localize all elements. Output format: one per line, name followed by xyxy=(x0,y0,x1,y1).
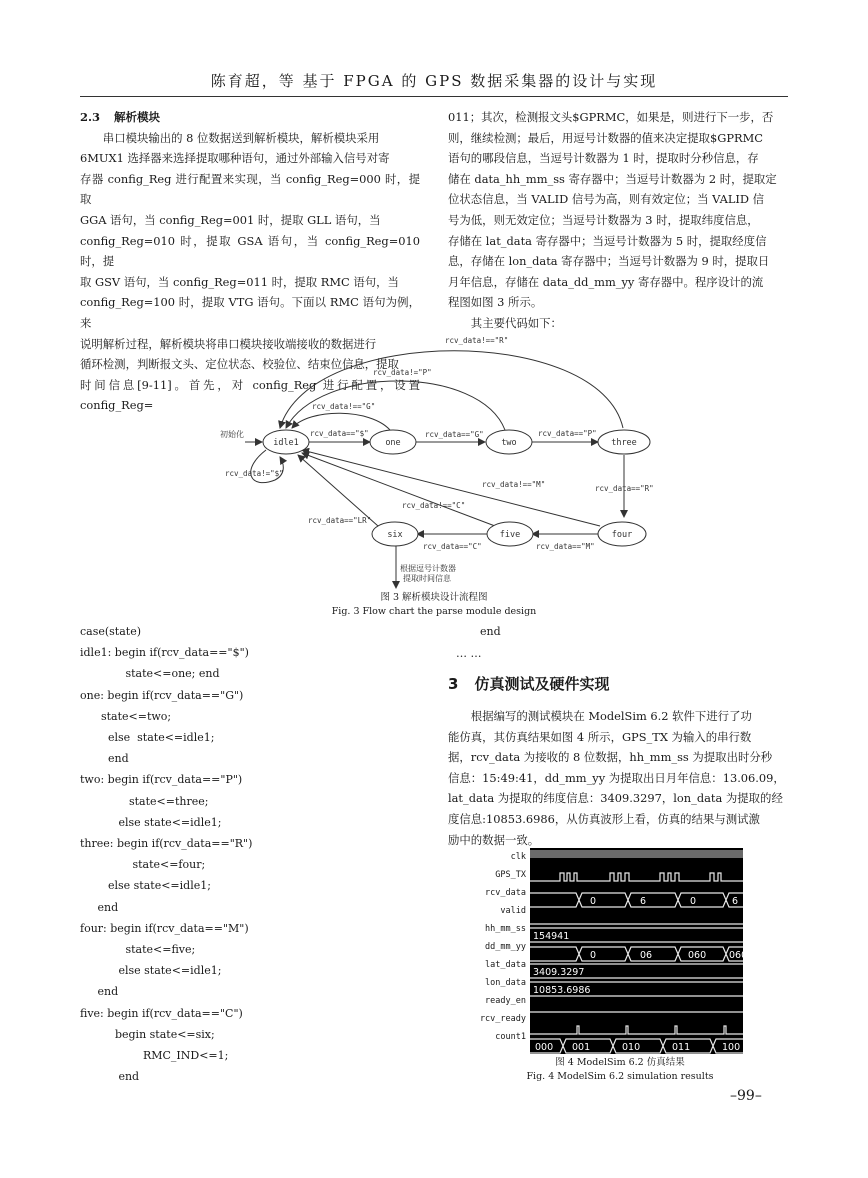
code-line: state<=two; xyxy=(80,709,172,723)
code-line: state<=four; xyxy=(80,858,206,872)
code-line: four: begin if(rcv_data=="M") xyxy=(80,921,249,935)
text-line: 说明解析过程，解析模块将串口模块接收端接收的数据进行 xyxy=(80,336,377,351)
code-line: one: begin if(rcv_data=="G") xyxy=(80,688,244,702)
val-rcv-2: 0 xyxy=(690,896,697,907)
val-rcv-0: 0 xyxy=(590,896,597,907)
val-count-1: 001 xyxy=(572,1042,591,1053)
section3-heading xyxy=(448,673,609,694)
text-line: 存器 config_Reg 进行配置来实现，当 config_Reg=000 时，提取 xyxy=(80,171,420,207)
text-line: 号为低，则无效定位；当逗号计数器为 3 时，提取纬度信息， xyxy=(448,212,759,227)
text-line: config_Reg=010 时，提取 GSA 语句，当 config_Reg=010 时，提 xyxy=(80,233,420,269)
label-three-four: rcv_data=="R" xyxy=(595,484,654,493)
signal-name: count1 xyxy=(495,1032,526,1042)
text-line: 语句的哪段信息，当逗号计数器为 1 时，提取时分秒信息，存 xyxy=(448,151,759,166)
state-two: two xyxy=(501,438,517,448)
text-line: 则，继续检测；最后，用逗号计数器的值来决定提取$GPRMC xyxy=(448,130,763,145)
state-six: six xyxy=(387,530,403,540)
signal-name: hh_mm_ss xyxy=(485,924,526,934)
right-paragraph xyxy=(448,107,788,313)
code-line: end xyxy=(80,900,119,914)
label-five-back: rcv_data!=="C" xyxy=(402,501,466,510)
code-line: case(state) xyxy=(80,625,142,638)
text-line: 息，存储在 lon_data 寄存器中；当逗号计数器为 9 时，提取日 xyxy=(448,254,770,269)
code-line: else state<=idle1; xyxy=(80,815,222,829)
signal-name: rcv_ready xyxy=(479,1014,526,1024)
text-line: 循环检测，判断报文头、定位状态、校验位、结束位信息，提取 xyxy=(80,357,399,372)
signal-name: lat_data xyxy=(485,960,526,970)
code-line: state<=five; xyxy=(80,943,196,957)
text-line: 储在 data_hh_mm_ss 寄存器中；当逗号计数器为 2 时，提取定 xyxy=(448,171,777,186)
section-heading xyxy=(80,107,420,128)
label-four-five: rcv_data=="M" xyxy=(536,542,595,551)
signal-name: lon_data xyxy=(485,978,526,988)
text-line: GGA 语句，当 config_Reg=001 时，提取 GLL 语句，当 xyxy=(80,212,381,227)
fig3-caption-cn: 图 3 解析模块设计流程图 xyxy=(380,592,488,603)
text-line: 存储在 lat_data 寄存器中；当逗号计数器为 5 时，提取经度信 xyxy=(448,233,767,248)
val-hh-mm-ss: 154941 xyxy=(533,931,570,942)
section3-number: 3 xyxy=(448,675,459,693)
val-dd-2: 060 xyxy=(688,950,707,961)
code-line: three: begin if(rcv_data=="R") xyxy=(80,837,253,851)
val-count-3: 011 xyxy=(672,1042,691,1053)
state-three: three xyxy=(611,438,637,448)
text-line: 月年信息，存储在 data_dd_mm_yy 寄存器中。程序设计的流 xyxy=(448,274,764,289)
running-header: 陈育超，等 基于 FPGA 的 GPS 数据采集器的设计与实现 xyxy=(210,72,658,90)
init-label: 初始化 xyxy=(220,430,244,439)
text-line: 6MUX1 选择器来选择提取哪种语句，通过外部输入信号对寄 xyxy=(80,151,390,166)
text-line: 取 GSV 语句，当 config_Reg=011 时，提取 RMC 语句，当 xyxy=(80,274,399,289)
code-end: end xyxy=(480,625,501,638)
section-number: 2.3 xyxy=(80,110,101,124)
text-line: 励中的数据一致。 xyxy=(448,832,540,847)
code-line: else state<=idle1; xyxy=(80,879,211,893)
label-four-back: rcv_data!=="M" xyxy=(482,480,546,489)
val-dd-3: 060 xyxy=(729,950,748,961)
signal-name: GPS_TX xyxy=(495,870,526,880)
arc-one-back xyxy=(292,413,390,430)
code-line: state<=three; xyxy=(80,794,209,808)
val-rcv-1: 6 xyxy=(640,896,647,907)
val-rcv-3: 6 xyxy=(732,896,739,907)
code-line: begin state<=six; xyxy=(80,1027,215,1041)
text-line: 据，rcv_data 为接收的 8 位数据，hh_mm_ss 为提取出时分秒 xyxy=(448,750,773,765)
code-intro: 其主要代码如下： xyxy=(470,315,562,330)
code-listing xyxy=(80,621,440,1087)
val-lat-data: 3409.3297 xyxy=(533,967,585,978)
fig3-flowchart xyxy=(80,330,788,630)
label-idle-one: rcv_data=="$" xyxy=(310,429,369,438)
arc-three-back xyxy=(280,351,623,428)
fig4-caption-en: Fig. 4 ModelSim 6.2 simulation results xyxy=(526,1071,714,1082)
section3-title: 仿真测试及硬件实现 xyxy=(474,675,610,693)
label-two-three: rcv_data=="P" xyxy=(538,429,597,438)
state-five: five xyxy=(499,530,521,540)
page-number: –99– xyxy=(730,1088,762,1104)
label-five-six: rcv_data=="C" xyxy=(423,542,482,551)
code-line: end xyxy=(80,1070,140,1084)
fig4-waveform xyxy=(530,848,748,1054)
text-line: 011；其次，检测报文头$GPRMC，如果是，则进行下一步，否 xyxy=(448,110,774,124)
val-lon-data: 10853.6986 xyxy=(533,985,591,996)
label-six-idle: rcv_data=="LR" xyxy=(308,516,372,525)
text-line: 位状态信息，当 VALID 信号为高，则有效定位；当 VALID 信 xyxy=(448,192,765,207)
code-line: end xyxy=(80,752,129,766)
code-line: else state<=idle1; xyxy=(80,731,215,745)
label-one-back: rcv_data!=="G" xyxy=(312,402,376,411)
signal-name: dd_mm_yy xyxy=(485,942,526,952)
signal-name: rcv_data xyxy=(485,888,526,898)
label-three-back: rcv_data!=="R" xyxy=(445,336,509,345)
text-line: 根据编写的测试模块在 ModelSim 6.2 软件下进行了功 xyxy=(470,709,752,723)
wave-clk xyxy=(530,850,743,858)
code-line: state<=one; end xyxy=(80,667,220,681)
code-line: idle1: begin if(rcv_data=="$") xyxy=(80,646,249,660)
signal-name: valid xyxy=(500,906,526,916)
val-dd-1: 06 xyxy=(640,950,653,961)
header-rule xyxy=(80,96,788,97)
state-one: one xyxy=(385,438,401,448)
text-line: 串口模块输出的 8 位数据送到解析模块，解析模块采用 xyxy=(102,130,380,145)
right-column xyxy=(448,107,788,334)
state-four: four xyxy=(611,530,633,540)
val-count-2: 010 xyxy=(622,1042,641,1053)
text-line: 度信息:10853.6986，从仿真波形上看，仿真的结果与测试激 xyxy=(448,811,760,826)
val-count-4: 100 xyxy=(722,1042,741,1053)
text-line: config_Reg=100 时，提取 VTG 语句。下面以 RMC 语句为例，来 xyxy=(80,295,420,330)
val-dd-0: 0 xyxy=(590,950,597,961)
arrow-four-back xyxy=(302,450,600,526)
text-line: 时间信息[9-11]。首先，对 config_Reg 进行配置，设置 config_Reg= xyxy=(80,377,420,413)
text-line: lat_data 为提取的纬度信息：3409.3297，lon_data 为提取的经 xyxy=(448,791,783,806)
text-line: 能仿真，其仿真结果如图 4 所示，GPS_TX 为输入的串行数 xyxy=(448,729,752,744)
note-line-1: 根据逗号计数器 xyxy=(400,564,456,573)
code-line: two: begin if(rcv_data=="P") xyxy=(80,773,243,787)
code-line: end xyxy=(80,985,119,999)
label-idle-self: rcv_data!="$" xyxy=(225,469,284,478)
code-ellipsis: … … xyxy=(456,647,482,660)
signal-name: clk xyxy=(510,852,526,862)
waveform-background xyxy=(530,848,743,1054)
section3-paragraph xyxy=(448,706,788,850)
signal-name: ready_en xyxy=(485,996,526,1006)
text-line: 程图如图 3 所示。 xyxy=(448,295,543,310)
fig3-caption-en: Fig. 3 Flow chart the parse module design xyxy=(331,606,537,617)
label-two-back: rcv_data!="P" xyxy=(373,368,432,377)
note-line-2: 提取时间信息 xyxy=(403,574,451,583)
state-idle1: idle1 xyxy=(273,438,299,448)
code-line: RMC_IND<=1; xyxy=(80,1049,229,1063)
text-line: 信息：15:49:41，dd_mm_yy 为提取出日月年信息：13.06.09， xyxy=(448,770,785,785)
label-one-two: rcv_data=="G" xyxy=(425,430,484,439)
fig4-caption-cn: 图 4 ModelSim 6.2 仿真结果 xyxy=(555,1057,685,1068)
val-count-0: 000 xyxy=(535,1042,554,1053)
section-title: 解析模块 xyxy=(114,110,161,124)
code-line: else state<=idle1; xyxy=(80,964,222,978)
code-line: five: begin if(rcv_data=="C") xyxy=(80,1006,243,1020)
